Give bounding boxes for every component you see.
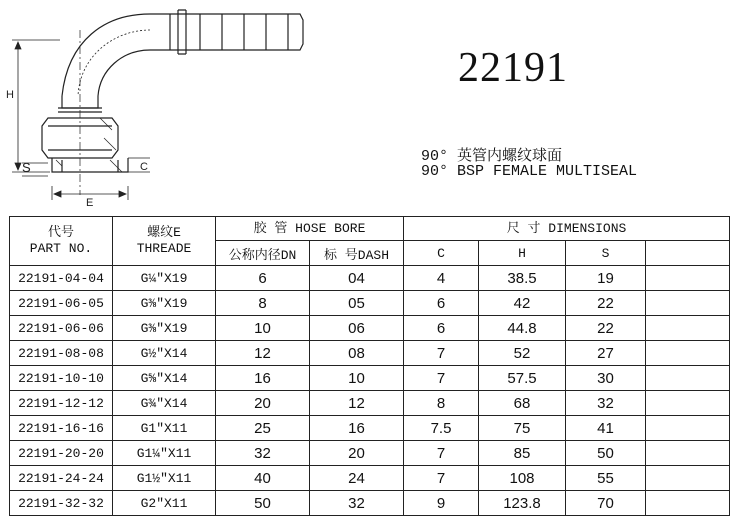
part-number-title: 22191 xyxy=(458,45,568,91)
header-dn: 公称内径DN xyxy=(216,241,310,266)
header-h: H xyxy=(479,241,566,266)
dim-h-label: H xyxy=(6,89,14,101)
table-row: 22191-16-16 G1"X11 25 16 7.5 75 41 xyxy=(10,416,730,441)
table-row: 22191-04-04 G¼"X19 6 04 4 38.5 19 xyxy=(10,266,730,291)
header-blank xyxy=(646,241,730,266)
header-c: C xyxy=(404,241,479,266)
table-row: 22191-20-20 G1¼"X11 32 20 7 85 50 xyxy=(10,441,730,466)
header-dimensions: 尺 寸 DIMENSIONS xyxy=(404,217,730,241)
table-row: 22191-06-06 G⅜"X19 10 06 6 44.8 22 xyxy=(10,316,730,341)
table-row: 22191-12-12 G¾"X14 20 12 8 68 32 xyxy=(10,391,730,416)
dim-e-label: E xyxy=(86,197,94,209)
header-dash: 标 号DASH xyxy=(310,241,404,266)
header-hose-bore: 胶 管 HOSE BORE xyxy=(216,217,404,241)
table-row: 22191-32-32 G2"X11 50 32 9 123.8 70 xyxy=(10,491,730,516)
dim-c-label: C xyxy=(140,161,148,173)
table-row: 22191-24-24 G1½"X11 40 24 7 108 55 xyxy=(10,466,730,491)
table-row: 22191-06-05 G⅜"X19 8 05 6 42 22 xyxy=(10,291,730,316)
fitting-drawing xyxy=(0,0,330,212)
header-s: S xyxy=(566,241,646,266)
spec-table xyxy=(9,216,730,516)
header-thread: 螺纹E THREADE xyxy=(113,217,216,266)
table-row: 22191-08-08 G½"X14 12 08 7 52 27 xyxy=(10,341,730,366)
description-en: 90° BSP FEMALE MULTISEAL xyxy=(421,163,638,180)
header-part-no: 代号 PART NO. xyxy=(10,217,113,266)
dim-s-label: S xyxy=(22,160,31,175)
table-row: 22191-10-10 G⅝"X14 16 10 7 57.5 30 xyxy=(10,366,730,391)
description-cn: 90° 英管内螺纹球面 xyxy=(421,148,563,165)
